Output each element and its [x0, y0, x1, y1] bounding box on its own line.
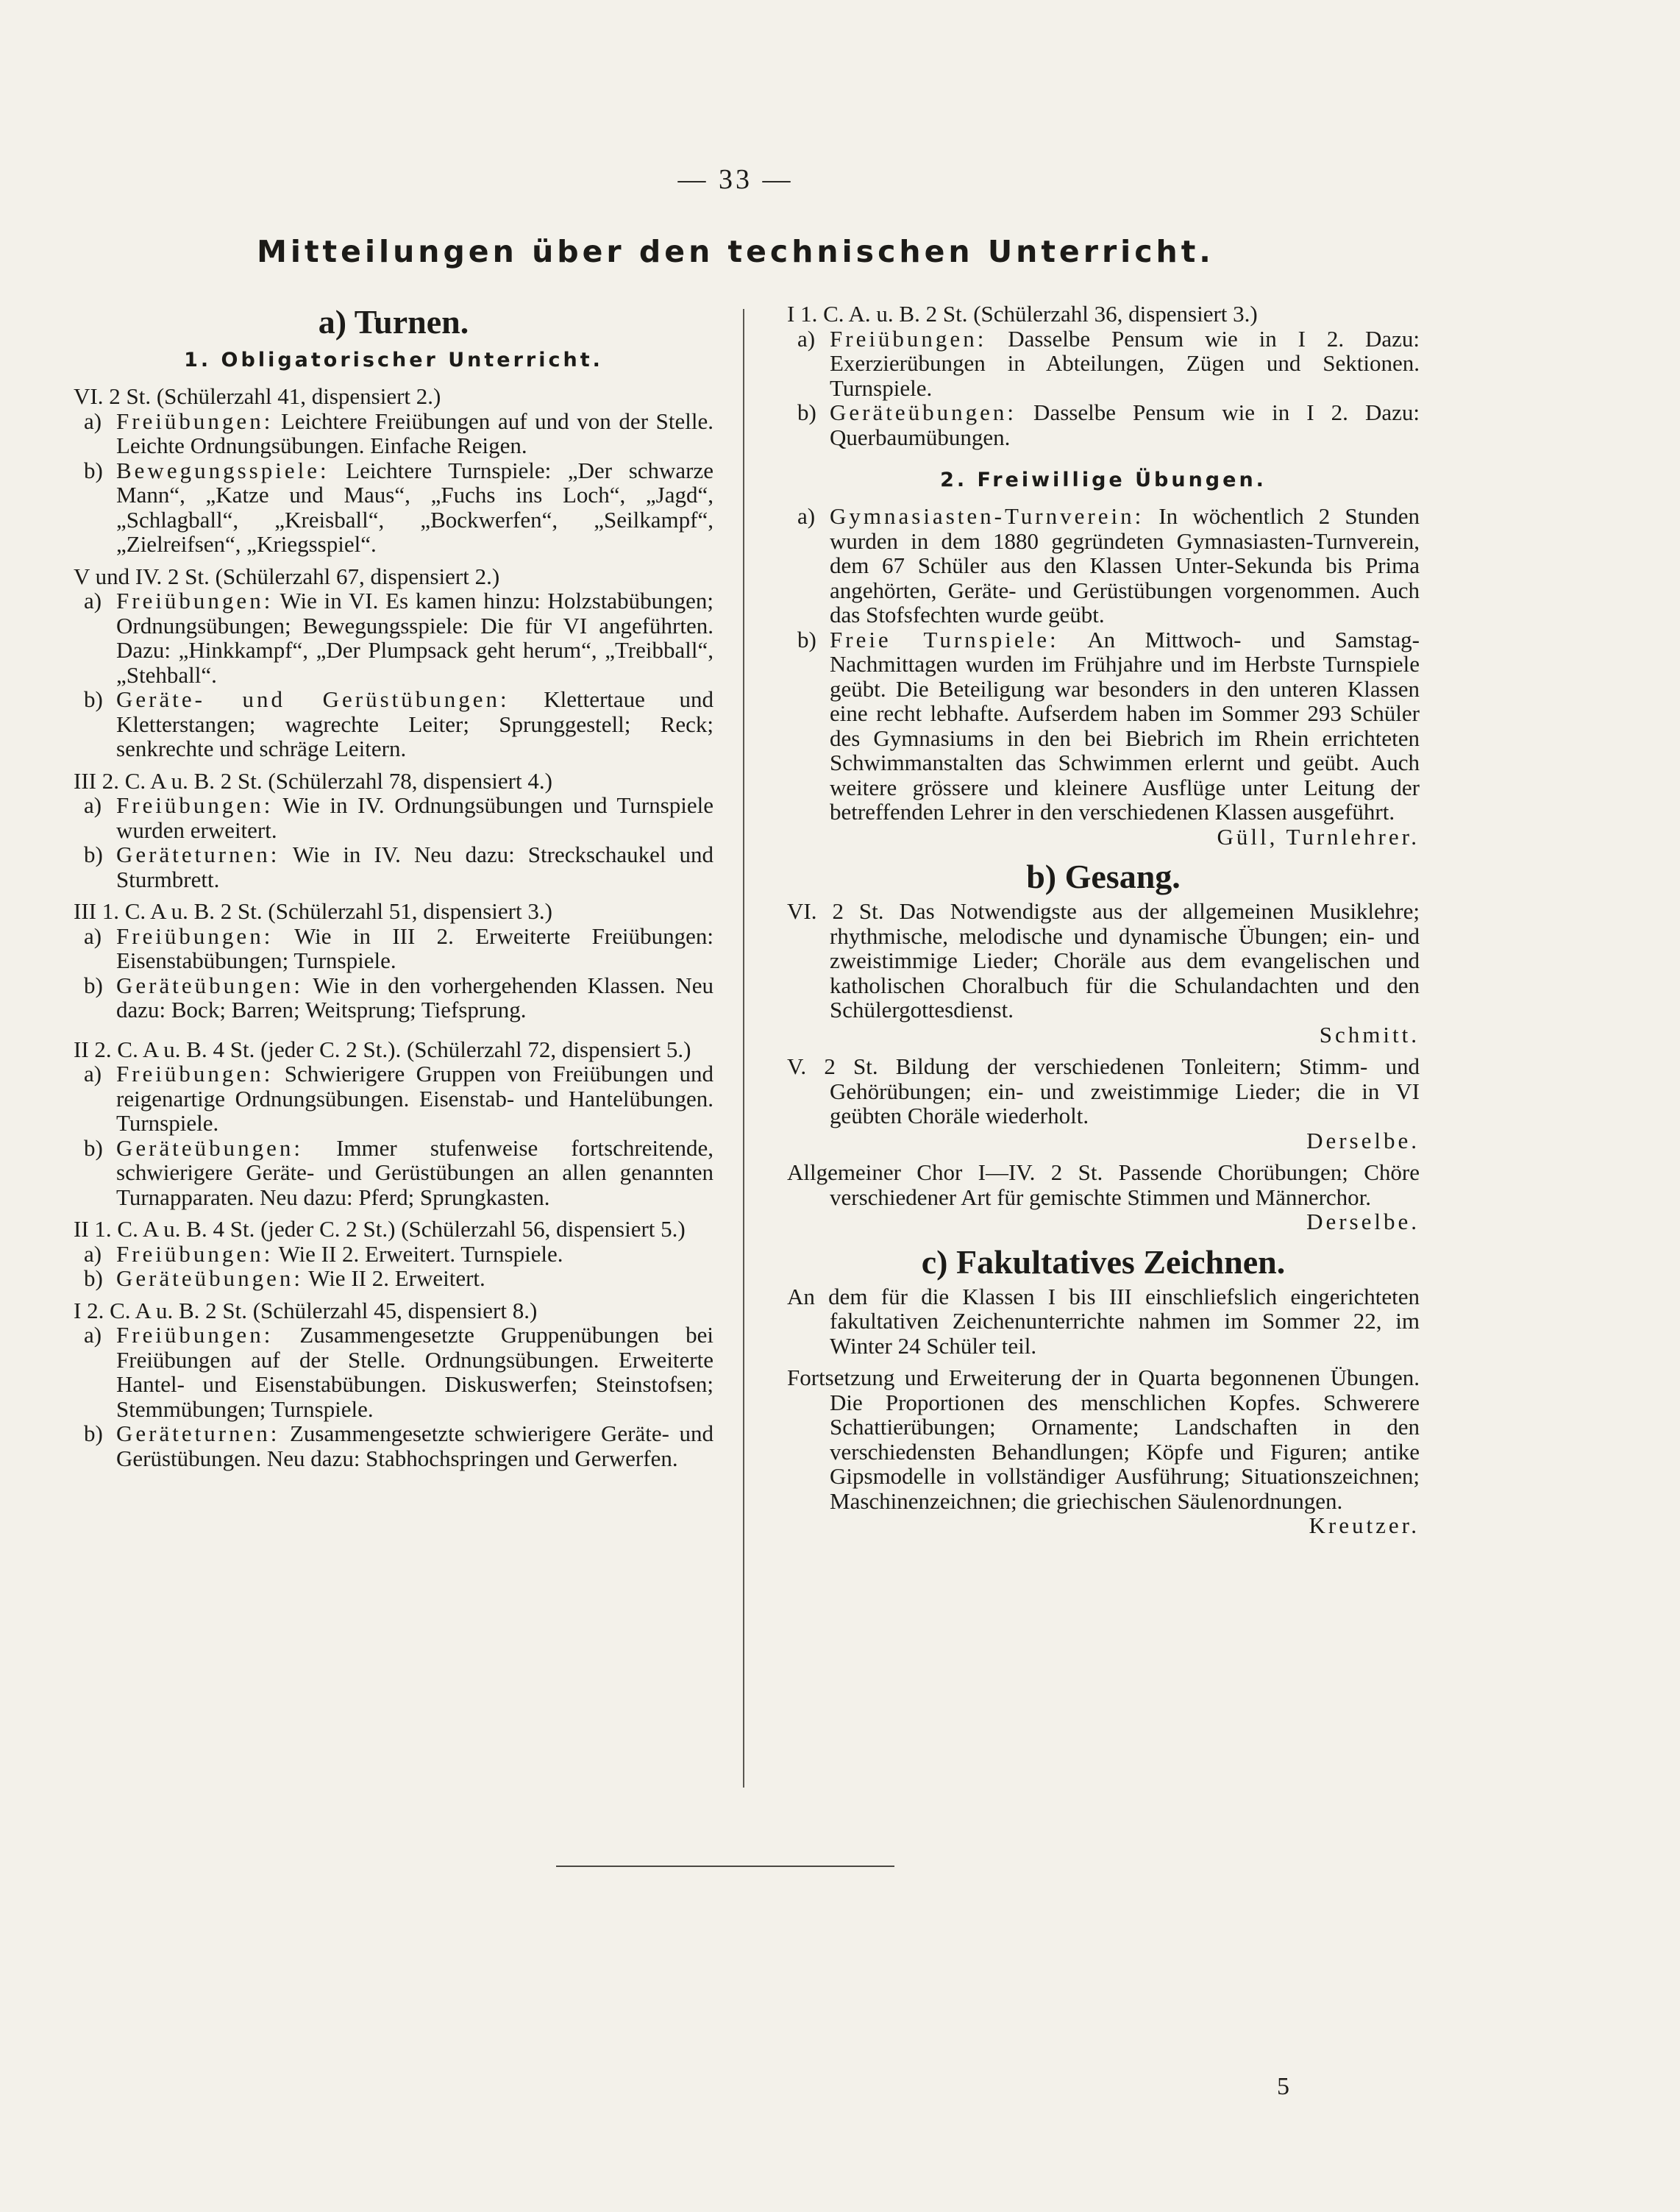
gesang-entry: [787, 899, 1420, 1047]
item-label: a): [84, 922, 102, 949]
item-text: Wie in VI. Es kamen hinzu: Holzstabübungen; Ordnungsübungen; Bewegungsspiele: Die für VI angeführten. Dazu: „Hinkkampf“, „Der Plumpsack geht herum“, „Treibball“, „Stehball“.: [116, 588, 713, 688]
exercise-item: [74, 1136, 713, 1210]
item-term: Freiübungen:: [116, 922, 274, 949]
gesang-text: VI. 2 St. Das Notwendigste aus der allgemeinen Musiklehre; rhythmische, melodische und dynamische Übungen; ein- und zweistimmige Lieder; Choräle aus dem evangelischen und katholischen Choralbuch für die Schulandachten und den Schülergottesdienst.: [787, 898, 1420, 1023]
class-block: [787, 302, 1420, 449]
class-header: I 1. C. A. u. B. 2 St. (Schülerzahl 36, dispensiert 3.): [787, 301, 1258, 327]
right-column: [787, 302, 1420, 1546]
item-term: Freiübungen:: [116, 408, 274, 434]
exercise-item: [74, 793, 713, 842]
item-text: Klettertaue und Kletterstangen; wagrechte Leiter; Sprunggestell; Reck; senkrechte und schräge Leitern.: [116, 686, 713, 761]
turnen-heading: a) Turnen.: [318, 303, 469, 341]
class-block: [74, 1037, 713, 1210]
item-label: b): [84, 1420, 103, 1446]
item-label: b): [84, 842, 103, 867]
item-term: Freiübungen:: [116, 588, 274, 614]
item-term: Freiübungen:: [116, 1061, 274, 1087]
page-number: — 33 —: [677, 164, 794, 195]
class-header: III 2. C. A u. B. 2 St. (Schülerzahl 78, dispensiert 4.): [74, 767, 552, 794]
item-label: a): [797, 503, 816, 529]
exercise-item: [74, 973, 713, 1023]
item-term: Bewegungsspiele:: [116, 457, 330, 483]
obligatory-heading: 1. Obligatorischer Unterricht.: [184, 349, 603, 371]
item-text: Wie II 2. Erweitert.: [302, 1265, 485, 1291]
item-text: Zusammengesetzte Gruppenübungen bei Freiübungen auf der Stelle. Ordnungsübungen. Erweiterte Hantel- und Eisenstabübungen. Diskuswerfen; Steinstofsen; Stemmübungen; Turnspiele.: [116, 1322, 713, 1422]
item-term: Geräteübungen:: [116, 1265, 303, 1291]
exercise-item: [787, 400, 1420, 449]
item-term: Freiübungen:: [116, 1322, 274, 1348]
item-label: b): [84, 457, 103, 483]
gesang-heading: b) Gesang.: [1026, 858, 1181, 895]
item-text: Zusammengesetzte schwierigere Geräte- und Gerüstübungen. Neu dazu: Stabhochspringen und Gerwerfen.: [116, 1420, 713, 1471]
exercise-item: [74, 687, 713, 761]
item-term: Freiübungen:: [116, 1240, 274, 1267]
item-term: Geräteturnen:: [116, 1420, 280, 1446]
item-text: Wie in den vorhergehenden Klassen. Neu dazu: Bock; Barren; Weitsprung; Tiefsprung.: [116, 972, 713, 1023]
item-label: a): [84, 1240, 102, 1267]
item-text: Immer stufenweise fortschreitende, schwierigere Geräte- und Gerüstübungen an allen genannten Turnapparaten. Neu dazu: Pferd; Sprungkasten.: [116, 1134, 713, 1210]
item-term: Geräteübungen:: [116, 972, 303, 998]
item-label: a): [84, 588, 102, 614]
item-term: Geräteturnen:: [116, 842, 280, 867]
gesang-entry: [787, 1054, 1420, 1153]
exercise-item: [787, 504, 1420, 627]
footnote-rule: [556, 1866, 894, 1867]
class-header: III 1. C. A u. B. 2 St. (Schülerzahl 51, dispensiert 3.): [74, 898, 552, 924]
item-label: a): [84, 1061, 102, 1087]
exercise-item: [74, 842, 713, 892]
exercise-item: [787, 627, 1420, 825]
signature: Kreutzer.: [1309, 1512, 1420, 1538]
item-label: b): [84, 686, 103, 712]
item-label: a): [84, 408, 102, 434]
column-divider: [743, 309, 744, 1788]
item-text: Schwierigere Gruppen von Freiübungen und reigenartige Ordnungsübungen. Eisenstab- und Hantelübungen. Turnspiele.: [116, 1061, 713, 1136]
exercise-item: [74, 924, 713, 973]
item-text: Leichtere Freiübungen auf und von der Stelle. Leichte Ordnungsübungen. Einfache Reigen.: [116, 408, 713, 458]
class-block: [74, 899, 713, 1023]
class-block: [74, 1217, 713, 1291]
item-text: Wie in III 2. Erweiterte Freiübungen: Eisenstabübungen; Turnspiele.: [116, 922, 713, 973]
item-term: Gymnasiasten-Turnverein:: [830, 503, 1145, 529]
class-header: VI. 2 St. (Schülerzahl 41, dispensiert 2.): [74, 383, 441, 409]
zeichnen-paragraph: An dem für die Klassen I bis III einschliefslich eingerichteten fakultativen Zeichenunterrichte nahmen im Sommer 22, im Winter 24 Schüler teil.: [787, 1283, 1420, 1359]
exercise-item: [74, 1061, 713, 1136]
item-term: Geräteübungen:: [830, 399, 1017, 425]
item-label: b): [84, 1134, 103, 1161]
exercise-item: [74, 1323, 713, 1421]
item-text: Wie in IV. Neu dazu: Streckschaukel und Sturmbrett.: [116, 842, 713, 892]
class-header: V und IV. 2 St. (Schülerzahl 67, dispensiert 2.): [74, 563, 500, 589]
exercise-item: [74, 1421, 713, 1470]
item-term: Freiübungen:: [830, 325, 987, 352]
exercise-item: [74, 409, 713, 458]
item-label: a): [84, 792, 102, 818]
page-title: Mitteilungen über den technischen Unterricht.: [257, 234, 1214, 269]
item-label: b): [797, 626, 816, 652]
item-text: Wie in IV. Ordnungsübungen und Turnspiele wurden erweitert.: [116, 792, 713, 843]
item-label: a): [797, 325, 816, 352]
signature: Derselbe.: [1306, 1209, 1420, 1234]
item-term: Geräte- und Gerüstübungen:: [116, 686, 510, 712]
item-label: b): [84, 972, 103, 998]
item-label: a): [84, 1322, 102, 1348]
signature: Schmitt.: [1319, 1021, 1420, 1048]
zeichnen-heading: c) Fakultatives Zeichnen.: [921, 1242, 1286, 1281]
exercise-item: [74, 1242, 713, 1267]
class-block: [74, 564, 713, 761]
item-text: In wöchentlich 2 Stunden wurden in dem 1880 gegründeten Gymnasiasten-Turnverein, dem 67 Schüler aus den Klassen Unter-Sekunda bis Prima angehörten, Geräte- und Gerüstübungen vorgenommen. Auch das Stofsfechten wurde geübt.: [830, 503, 1420, 627]
class-header: II 2. C. A u. B. 4 St. (jeder C. 2 St.). (Schülerzahl 72, dispensiert 5.): [74, 1036, 691, 1062]
class-block: [74, 769, 713, 892]
voluntary-block: [787, 504, 1420, 849]
class-header: II 1. C. A u. B. 4 St. (jeder C. 2 St.) (Schülerzahl 56, dispensiert 5.): [74, 1216, 686, 1242]
left-column: [74, 302, 713, 1478]
exercise-item: [74, 458, 713, 557]
zeichnen-paragraph: Fortsetzung und Erweiterung der in Quarta begonnenen Übungen. Die Proportionen des menschlichen Kopfes. Schwerere Schattierübungen; Ornamente; Landschaften in den verschiedensten Behandlungen; Köpfe und Figuren; antike Gipsmodelle in vollständiger Ausführung; Situationszeichnen; Maschinenzeichnen; die griechischen Säulenordnungen.: [787, 1365, 1420, 1514]
gesang-text: V. 2 St. Bildung der verschiedenen Tonleitern; Stimm- und Gehörübungen; ein- und zweistimmige Lieder; die in VI geübten Choräle wiederholt.: [787, 1053, 1420, 1128]
item-text: Dasselbe Pensum wie in I 2. Dazu: Exerzierübungen in Abteilungen, Zügen und Sektionen. Turnspiele.: [830, 325, 1420, 401]
exercise-item: [787, 327, 1420, 401]
gesang-entry: [787, 1160, 1420, 1234]
class-block: [74, 1298, 713, 1471]
item-term: Freiübungen:: [116, 792, 274, 818]
item-label: b): [84, 1265, 103, 1291]
item-term: Freie Turnspiele:: [830, 626, 1059, 652]
item-text: Leichtere Turnspiele: „Der schwarze Mann“, „Katze und Maus“, „Fuchs ins Loch“, „Jagd“, „Schlagball“, „Kreisball“, „Bockwerfen“, „Seilkampf“, „Zielreifsen“, „Kriegsspiel“.: [116, 457, 713, 557]
item-label: b): [797, 399, 816, 425]
gesang-text: Allgemeiner Chor I—IV. 2 St. Passende Chorübungen; Chöre verschiedener Art für gemischte Stimmen und Männerchor.: [787, 1159, 1420, 1210]
item-text: Wie II 2. Erweitert. Turnspiele.: [273, 1240, 563, 1267]
sheet-mark: 5: [1277, 2073, 1289, 2100]
voluntary-heading: 2. Freiwillige Übungen.: [940, 469, 1267, 491]
signature: Derselbe.: [1306, 1127, 1420, 1153]
item-term: Geräteübungen:: [116, 1134, 303, 1161]
class-block: [74, 384, 713, 557]
exercise-item: [74, 588, 713, 687]
class-header: I 2. C. A u. B. 2 St. (Schülerzahl 45, dispensiert 8.): [74, 1297, 538, 1323]
signature: Güll, Turnlehrer.: [1217, 823, 1420, 850]
item-text: Dasselbe Pensum wie in I 2. Dazu: Querbaumübungen.: [830, 399, 1420, 450]
exercise-item: [74, 1266, 713, 1291]
zeichnen-block: [787, 1284, 1420, 1538]
item-text: An Mittwoch- und Samstag-Nachmittagen wurden im Frühjahre und im Herbste Turnspiele geübt. Die Beteiligung war besonders in den unteren Klassen eine recht lebhafte. Aufserdem haben im Sommer 293 Schüler des Gymnasiums in den bei Biebrich im Rhein errichteten Schwimmanstalten das Schwimmen erlernt und geübt. Auch weitere grössere und kleinere Ausflüge unter Leitung der betreffenden Lehrer in den verschiedenen Klassen ausgeführt.: [830, 626, 1420, 825]
